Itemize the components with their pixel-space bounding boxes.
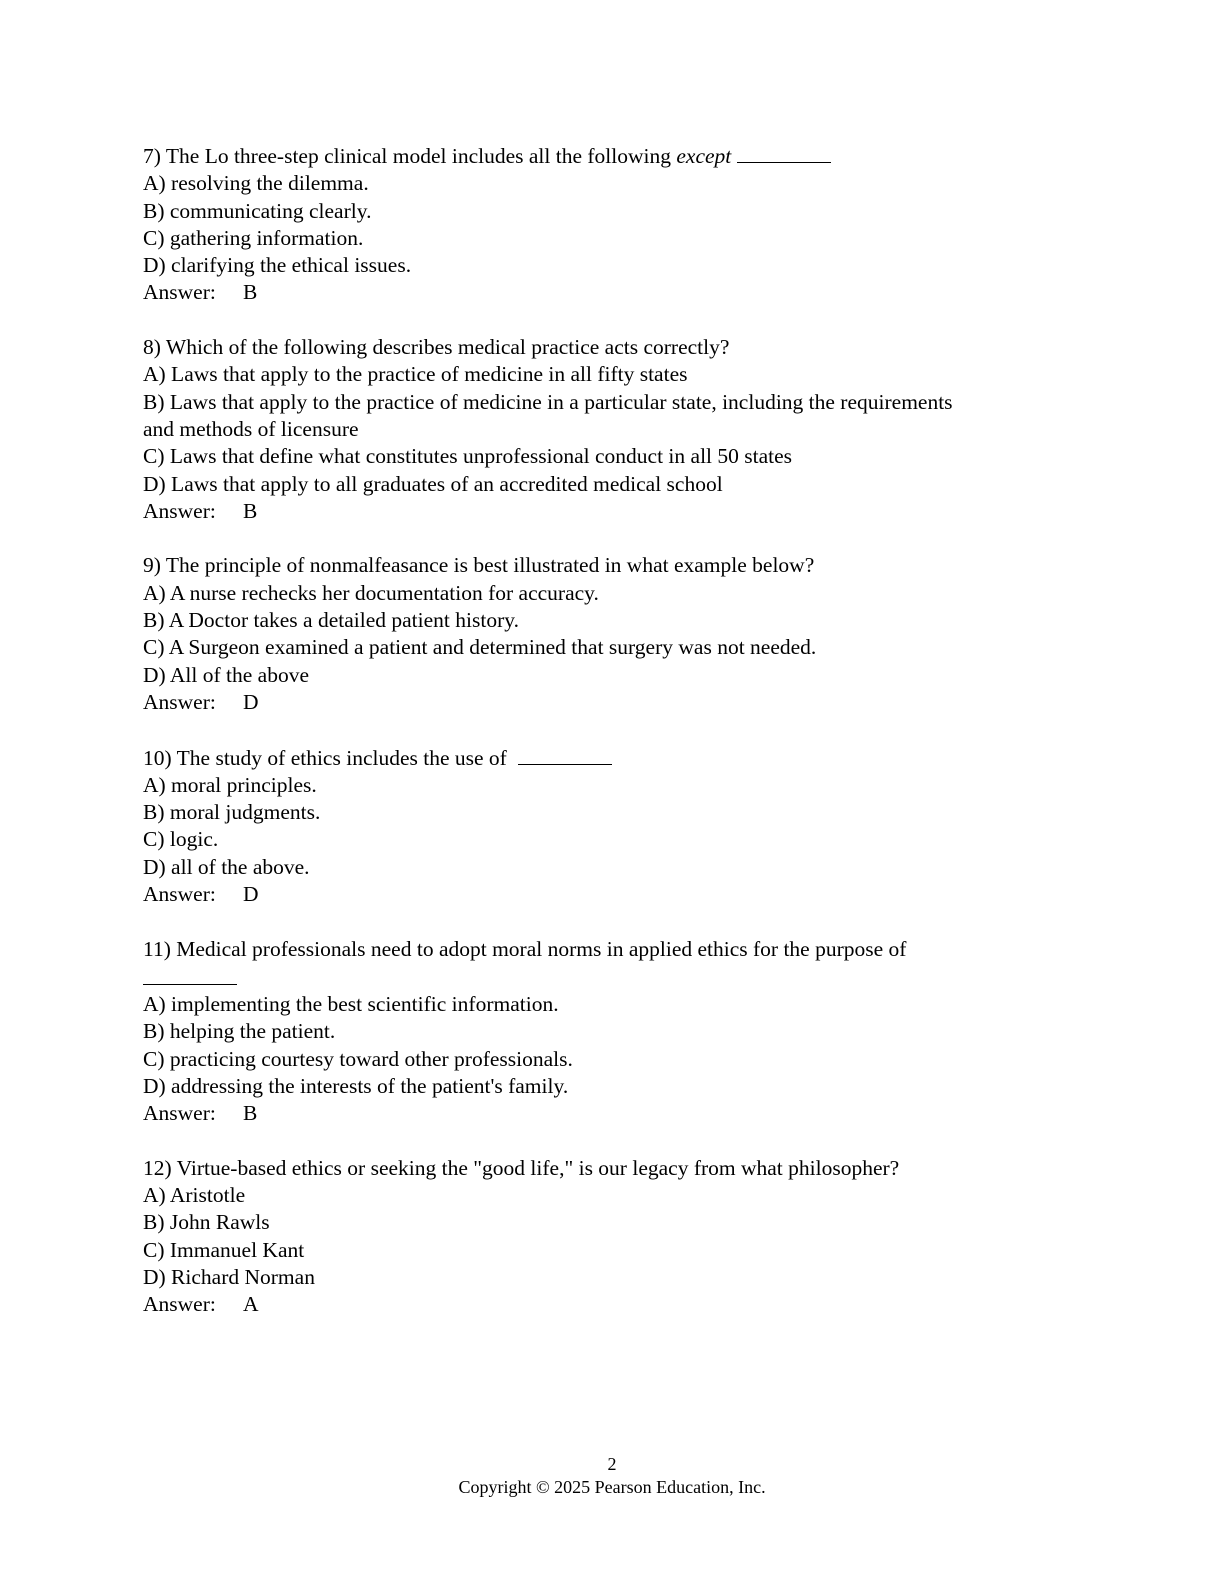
option-d: D) addressing the interests of the patient's family. — [143, 1073, 569, 1098]
question-7 — [143, 142, 1093, 307]
question-12 — [143, 1155, 1093, 1319]
option-d: D) All of the above — [143, 662, 309, 687]
option-a: A) Laws that apply to the practice of medicine in all fifty states — [143, 362, 688, 387]
answer-line — [143, 689, 1093, 716]
option-c: C) practicing courtesy toward other professionals. — [143, 1046, 573, 1071]
question-9 — [143, 552, 1093, 716]
question-stem — [143, 142, 1093, 170]
option-d: D) Laws that apply to all graduates of an accredited medical school — [143, 471, 723, 496]
answer-label: Answer: — [143, 280, 216, 305]
option-c: C) logic. — [143, 827, 219, 852]
copyright-notice: Copyright © 2025 Pearson Education, Inc. — [458, 1477, 766, 1497]
answer-value: B — [243, 1101, 258, 1126]
question-stem-text: 10) The study of ethics includes the use of — [143, 745, 513, 770]
question-stem: 11) Medical professionals need to adopt moral norms in applied ethics for the purpose of — [143, 936, 907, 961]
answer-line — [143, 881, 1093, 908]
question-stem — [143, 744, 1093, 772]
option-d: D) Richard Norman — [143, 1264, 315, 1289]
question-11 — [143, 936, 1093, 1128]
question-list — [143, 142, 1093, 1346]
page-number: 2 — [607, 1454, 617, 1474]
answer-blank — [737, 142, 831, 163]
answer-line — [143, 279, 1093, 306]
option-c: C) Laws that define what constitutes unprofessional conduct in all 50 states — [143, 444, 793, 469]
answer-label: Answer: — [143, 1292, 216, 1317]
option-b: B) communicating clearly. — [143, 198, 372, 223]
question-10 — [143, 744, 1093, 909]
answer-line — [143, 498, 1093, 525]
question-stem: 9) The principle of nonmalfeasance is best illustrated in what example below? — [143, 553, 815, 578]
answer-label: Answer: — [143, 1101, 216, 1126]
option-a: A) A nurse rechecks her documentation for accuracy. — [143, 580, 599, 605]
option-a: A) moral principles. — [143, 772, 317, 797]
answer-line — [143, 1291, 1093, 1318]
answer-label: Answer: — [143, 882, 216, 907]
answer-label: Answer: — [143, 498, 216, 523]
option-c: C) gathering information. — [143, 225, 364, 250]
option-c: C) A Surgeon examined a patient and determined that surgery was not needed. — [143, 635, 817, 660]
answer-value: A — [243, 1292, 259, 1317]
option-a: A) resolving the dilemma. — [143, 171, 369, 196]
answer-blank — [143, 963, 237, 985]
answer-value: D — [243, 882, 259, 907]
option-b: B) helping the patient. — [143, 1019, 336, 1044]
answer-label: Answer: — [143, 689, 216, 714]
question-8 — [143, 334, 1093, 525]
option-d: D) clarifying the ethical issues. — [143, 253, 412, 278]
option-a: A) Aristotle — [143, 1182, 246, 1207]
question-stem: 12) Virtue-based ethics or seeking the "good life," is our legacy from what philosopher? — [143, 1155, 900, 1180]
option-d: D) all of the above. — [143, 854, 310, 879]
question-stem-emphasis: except — [676, 144, 732, 168]
option-b-continued: and methods of licensure — [143, 416, 359, 441]
answer-value: B — [243, 280, 258, 305]
option-a: A) implementing the best scientific information. — [143, 991, 559, 1016]
question-stem-text: 7) The Lo three-step clinical model includes all the following — [143, 144, 677, 168]
option-b: B) Laws that apply to the practice of medicine in a particular state, including the requirements — [143, 389, 953, 414]
answer-blank — [518, 744, 612, 765]
question-stem: 8) Which of the following describes medical practice acts correctly? — [143, 335, 730, 360]
option-b: B) A Doctor takes a detailed patient history. — [143, 608, 519, 633]
option-b: B) John Rawls — [143, 1210, 270, 1235]
answer-line — [143, 1100, 1093, 1127]
answer-value: D — [243, 689, 259, 714]
answer-value: B — [243, 498, 258, 523]
option-c: C) Immanuel Kant — [143, 1237, 305, 1262]
option-b: B) moral judgments. — [143, 800, 321, 825]
